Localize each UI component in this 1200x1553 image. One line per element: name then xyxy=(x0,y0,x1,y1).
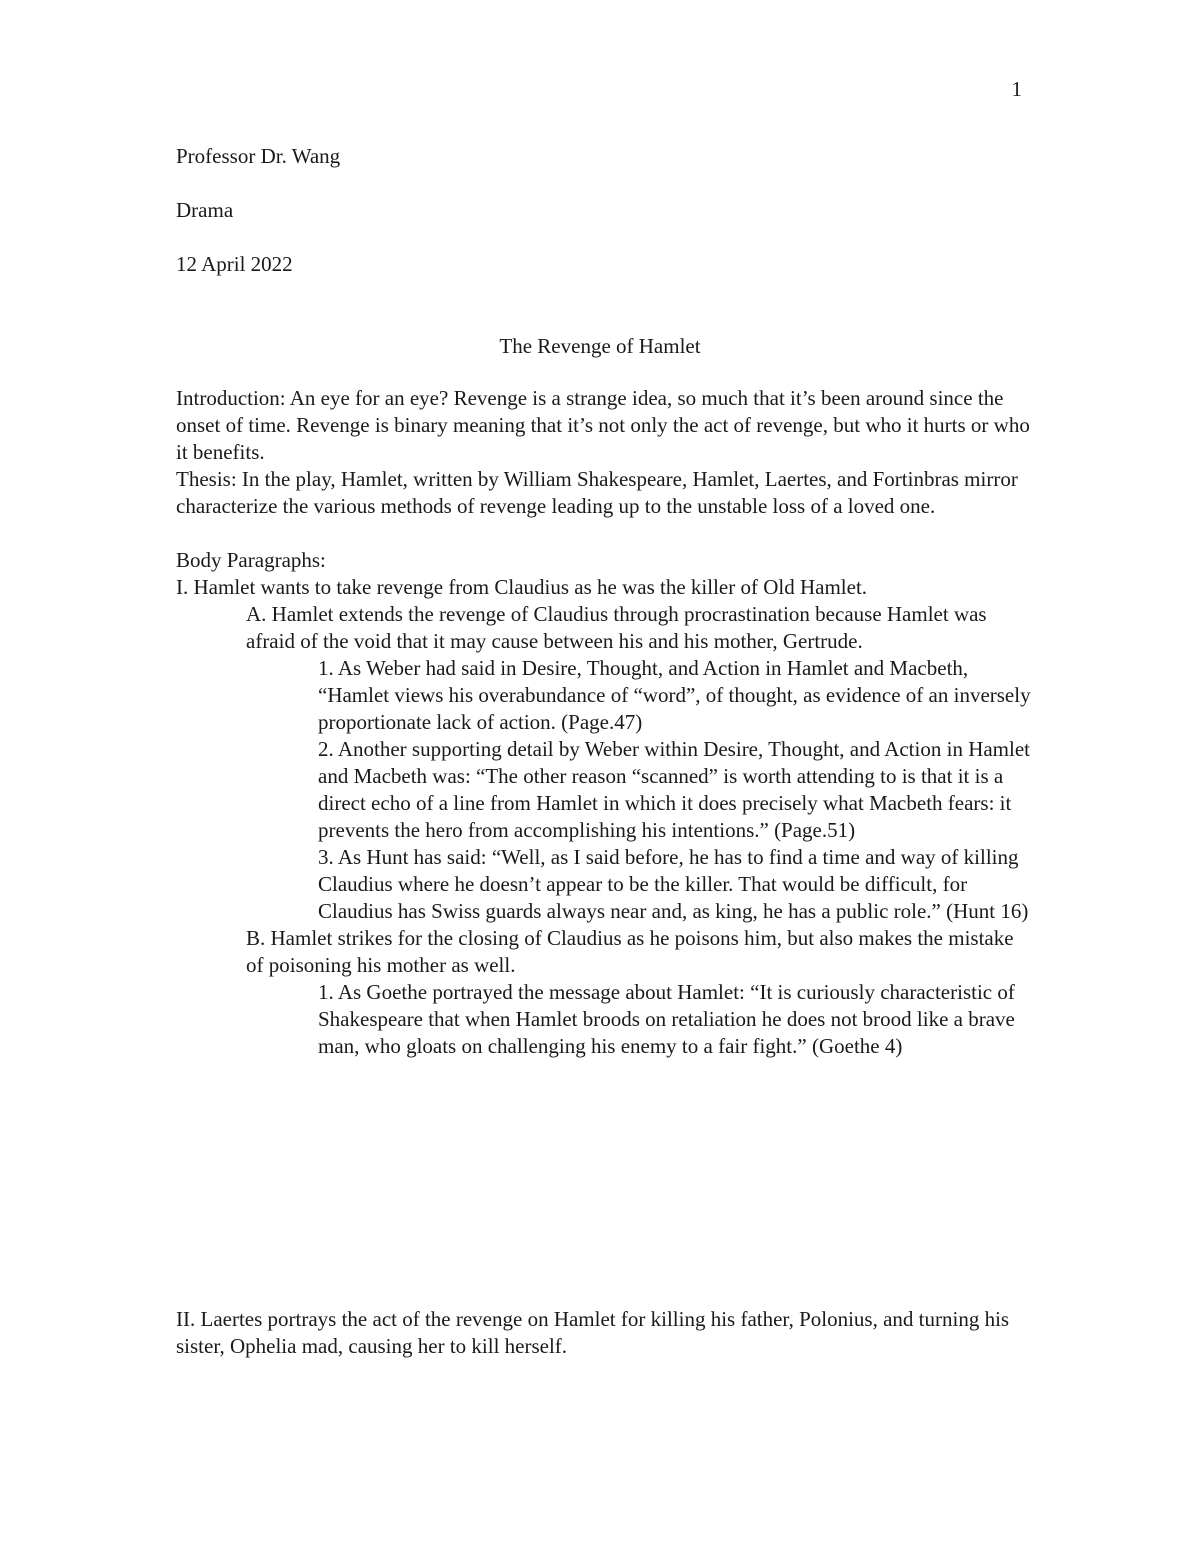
outline-point-1b: B. Hamlet strikes for the closing of Claudius as he poisons him, but also makes the mistake of poisoning his mother as well. xyxy=(246,926,1014,977)
professor-name: Professor Dr. Wang xyxy=(176,144,341,168)
document-title: The Revenge of Hamlet xyxy=(499,334,701,358)
outline-point-1a3: 3. As Hunt has said: “Well, as I said before, he has to find a time and way of killing Claudius where he doesn’t appear to be the killer. That would be difficult, for Claudius has Swiss guards always near and, as king, he has a public role.” (Hunt 16) xyxy=(318,845,1029,923)
thesis-paragraph: Thesis: In the play, Hamlet, written by William Shakespeare, Hamlet, Laertes, and Fortinbras mirror characterize the various methods of revenge leading up to the unstable loss of a loved one. xyxy=(176,467,1018,518)
introduction-paragraph: Introduction: An eye for an eye? Revenge is a strange idea, so much that it’s been around since the onset of time. Revenge is binary meaning that it’s not only the act of revenge, but who it hurts or who it benefits. xyxy=(176,386,1030,464)
document-date: 12 April 2022 xyxy=(176,252,293,276)
outline-point-1b1: 1. As Goethe portrayed the message about Hamlet: “It is curiously characteristic of Shakespeare that when Hamlet broods on retaliation he does not brood like a brave man, who gloats on challenging his enemy to a fair fight.” (Goethe 4) xyxy=(318,980,1015,1058)
outline-point-1: I. Hamlet wants to take revenge from Claudius as he was the killer of Old Hamlet. xyxy=(176,575,868,599)
outline-point-2: II. Laertes portrays the act of the revenge on Hamlet for killing his father, Polonius, and turning his sister, Ophelia mad, causing her to kill herself. xyxy=(176,1307,1010,1358)
outline-section-two xyxy=(176,1306,1036,1360)
course-name: Drama xyxy=(176,198,234,222)
outline-body xyxy=(176,385,1036,1060)
outline-point-1a1: 1. As Weber had said in Desire, Thought, and Action in Hamlet and Macbeth, “Hamlet views his overabundance of “word”, of thought, as evidence of an inversely proportionate lack of action. (Page.47) xyxy=(318,656,1031,734)
outline-point-1a: A. Hamlet extends the revenge of Claudius through procrastination because Hamlet was afraid of the void that it may cause between his and his mother, Gertrude. xyxy=(246,602,987,653)
page-number: 1 xyxy=(1011,77,1022,101)
blank-line xyxy=(176,520,1036,547)
header-block xyxy=(176,143,1036,305)
outline-point-1a2: 2. Another supporting detail by Weber within Desire, Thought, and Action in Hamlet and Macbeth was: “The other reason “scanned” is worth attending to is that it is a direct echo of a line from Hamlet in which it does precisely what Macbeth fears: it prevents the hero from accomplishing his intentions.” (Page.51) xyxy=(318,737,1031,842)
body-heading: Body Paragraphs: xyxy=(176,548,326,572)
